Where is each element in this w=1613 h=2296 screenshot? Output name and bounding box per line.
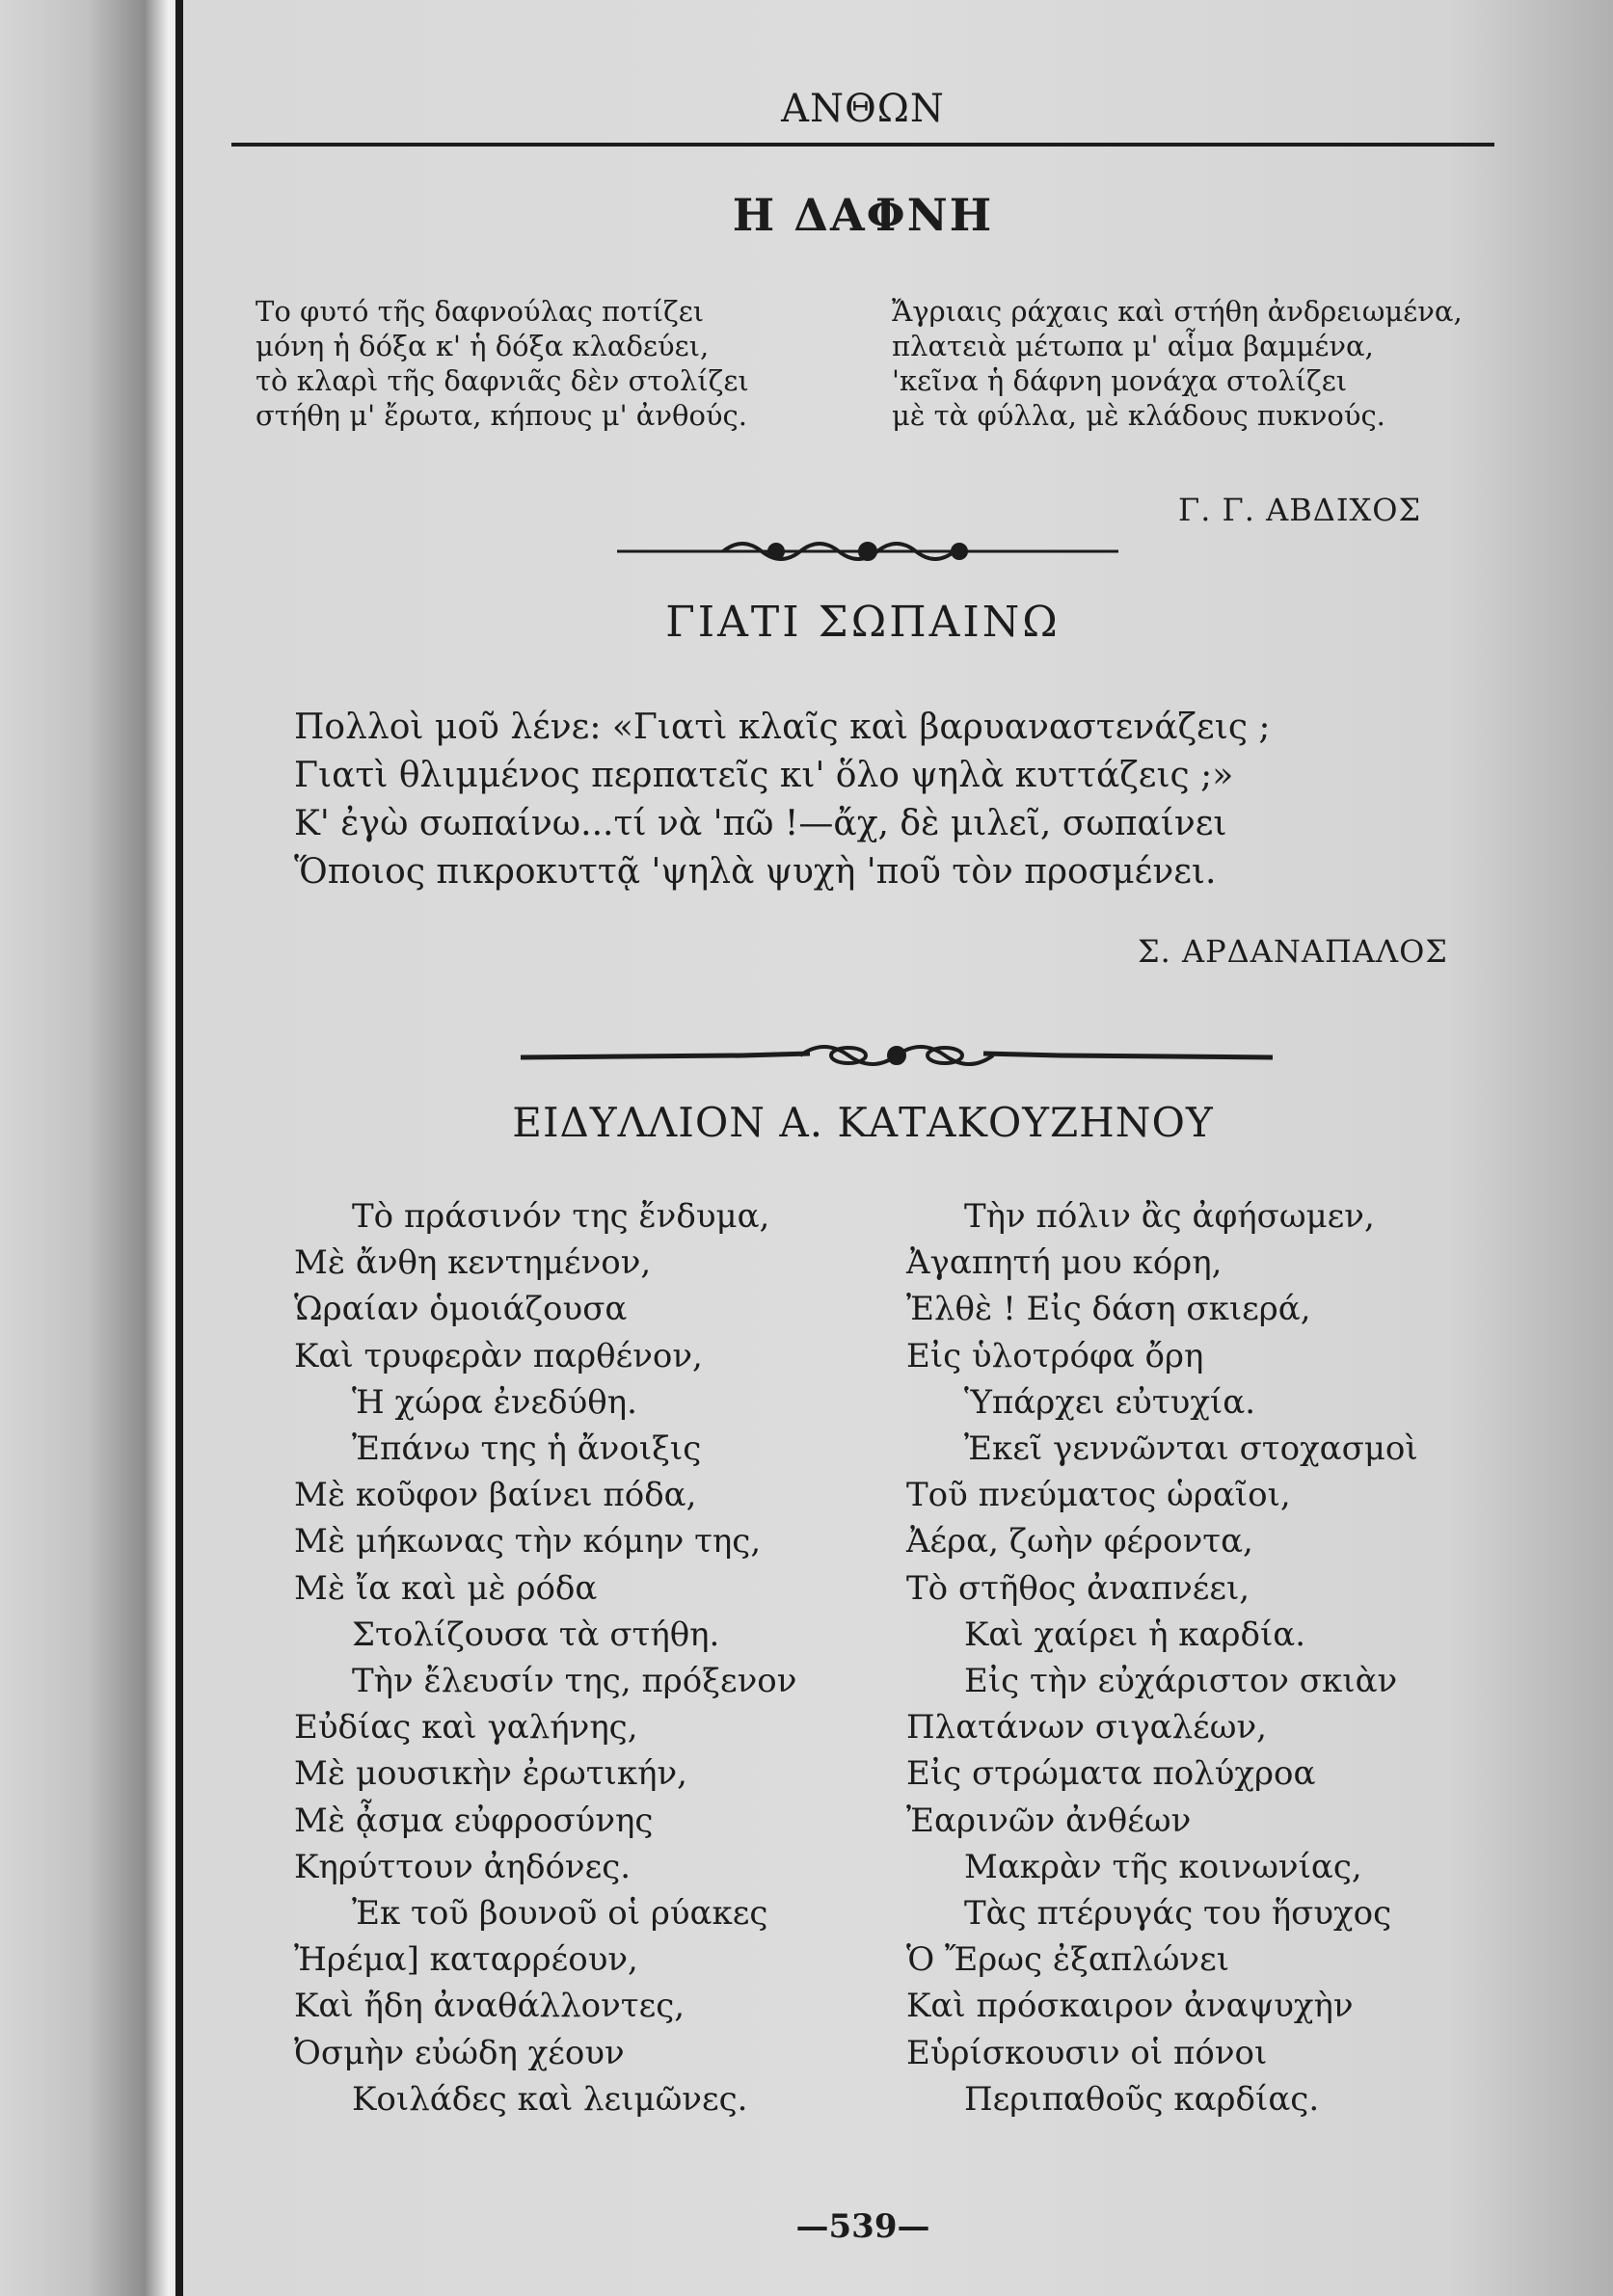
verse-line: Ὑπάρχει εὐτυχία. bbox=[964, 1382, 1256, 1422]
page-edge bbox=[175, 0, 183, 2296]
verse-line: Μὲ ἄνθη κεντημένον, bbox=[294, 1243, 652, 1283]
verse-line: πλατειὰ μέτωπα μ' αἷμα βαμμένα, bbox=[892, 330, 1374, 362]
verse-line: Ὅποιος πικροκυττᾷ 'ψηλὰ ψυχὴ 'ποῦ τὸν προσμένει. bbox=[294, 852, 1217, 892]
poem3-title: ΕΙΔΥΛΛΙΟΝ Α. ΚΑΤΑΚΟΥΖΗΝΟΥ bbox=[512, 1099, 1214, 1146]
verse-line: Εἰς ὑλοτρόφα ὄρη bbox=[906, 1336, 1204, 1375]
verse-line: μὲ τὰ φύλλα, μὲ κλάδους πυκνούς. bbox=[892, 399, 1385, 432]
verse-line: Μὲ ᾆσμα εὐφροσύνης bbox=[294, 1801, 654, 1840]
verse-line: 'κεῖνα ἡ δάφνη μονάχα στολίζει bbox=[892, 364, 1348, 397]
verse-line: Καὶ ἤδη ἀναθάλλοντες, bbox=[294, 1987, 686, 2026]
verse-line: Ἀέρα, ζωὴν φέροντα, bbox=[906, 1522, 1253, 1562]
verse-line: Κηρύττουν ἀηδόνες. bbox=[294, 1847, 632, 1886]
verse-line: Εὐδίας καὶ γαλήνης, bbox=[294, 1708, 638, 1748]
verse-line: Στολίζουσα τὰ στήθη. bbox=[352, 1615, 720, 1654]
verse-line: Τὰς πτέρυγάς του ἥσυχος bbox=[964, 1894, 1392, 1934]
running-header: ΑΝΘΩΝ bbox=[781, 87, 945, 131]
verse-line: Τὸ πράσινόν της ἔνδυμα, bbox=[352, 1197, 770, 1236]
verse-line: Περιπαθοῦς καρδίας. bbox=[964, 2079, 1320, 2119]
verse-line: Τὴν πόλιν ἂς ἀφήσωμεν, bbox=[964, 1197, 1375, 1236]
poem3-right-column bbox=[906, 1193, 1514, 2122]
verse-line: Ἀγαπητή μου κόρη, bbox=[906, 1243, 1223, 1283]
poem1-title: Η ΔΑΦΝΗ bbox=[732, 189, 994, 241]
verse-line: Γιατὶ θλιμμένος περπατεῖς κι' ὅλο ψηλὰ κυττάζεις ;» bbox=[294, 756, 1234, 795]
page-number: —539— bbox=[795, 2207, 930, 2246]
poem2-title: ΓΙΑΤΙ ΣΩΠΑΙΝΩ bbox=[665, 598, 1061, 647]
verse-line: Ἐκ τοῦ βουνοῦ οἱ ρύακες bbox=[352, 1894, 768, 1934]
verse-line: Ἠρέμα] καταρρέουν, bbox=[294, 1940, 638, 1980]
verse-line: Ἄγριαις ράχαις καὶ στήθη ἀνδρειωμένα, bbox=[892, 295, 1463, 328]
verse-line: Ἐπάνω της ἡ ἄνοιξις bbox=[352, 1429, 702, 1469]
header-rule bbox=[231, 143, 1494, 147]
verse-line: Μὲ μήκωνας τὴν κόμην της, bbox=[294, 1522, 762, 1562]
verse-line: Καὶ πρόσκαιρον ἀναψυχὴν bbox=[906, 1987, 1354, 2026]
verse-line: τὸ κλαρὶ τῆς δαφνιᾶς δὲν στολίζει bbox=[255, 364, 749, 397]
verse-line: Ἐκεῖ γεννῶνται στοχασμοὶ bbox=[964, 1429, 1418, 1469]
verse-line: Ἐαρινῶν ἀνθέων bbox=[906, 1801, 1192, 1840]
verse-line: Μὲ μουσικὴν ἐρωτικήν, bbox=[294, 1754, 687, 1794]
ornament-divider-1 bbox=[617, 535, 1118, 568]
verse-line: Τοῦ πνεύματος ὡραῖοι, bbox=[906, 1476, 1291, 1515]
verse-line: Εἰς στρώματα πολύχροα bbox=[906, 1754, 1316, 1794]
verse-line: Κ' ἐγὼ σωπαίνω...τί νὰ 'πῶ !—ἄχ, δὲ μιλεῖ, σωπαίνει bbox=[294, 804, 1227, 843]
verse-line: Ὡραίαν ὁμοιάζουσα bbox=[294, 1290, 628, 1329]
verse-line: Πολλοὶ μοῦ λένε: «Γιατὶ κλαῖς καὶ βαρυαναστενάζεις ; bbox=[294, 707, 1271, 747]
verse-line: Καὶ χαίρει ἡ καρδία. bbox=[964, 1615, 1306, 1654]
verse-line: Ἡ χώρα ἐνεδύθη. bbox=[352, 1382, 637, 1422]
poem3-left-column bbox=[294, 1193, 892, 2122]
verse-line: Καὶ τρυφερὰν παρθένον, bbox=[294, 1336, 703, 1375]
ornament-divider-2 bbox=[521, 1036, 1273, 1075]
poem2-author: Σ. ΑΡΔΑΝΑΠΑΛΟΣ bbox=[1138, 933, 1448, 970]
verse-line: Ὁ Ἔρως ἐξαπλώνει bbox=[906, 1940, 1230, 1980]
poem1-right-stanza bbox=[892, 294, 1509, 433]
poem1-author: Γ. Γ. ΑΒΔΙΧΟΣ bbox=[1178, 492, 1422, 528]
verse-line: στήθη μ' ἔρωτα, κήπους μ' ἀνθούς. bbox=[255, 399, 747, 432]
verse-line: Κοιλάδες καὶ λειμῶνες. bbox=[352, 2079, 748, 2119]
verse-line: Τὴν ἔλευσίν της, πρόξενον bbox=[352, 1662, 797, 1701]
verse-line: Τὸ στῆθος ἀναπνέει, bbox=[906, 1568, 1250, 1608]
book-gutter bbox=[0, 0, 183, 2296]
verse-line: Ἐλθὲ ! Εἰς δάση σκιερά, bbox=[906, 1290, 1311, 1329]
verse-line: Εἰς τὴν εὐχάριστον σκιὰν bbox=[964, 1662, 1398, 1701]
verse-line: Μὲ κοῦφον βαίνει πόδα, bbox=[294, 1476, 697, 1515]
verse-line: Πλατάνων σιγαλέων, bbox=[906, 1708, 1267, 1748]
verse-line: μόνη ἡ δόξα κ' ἡ δόξα κλαδεύει, bbox=[255, 330, 710, 362]
poem1-left-stanza bbox=[255, 294, 844, 433]
verse-line: Εὑρίσκουσιν οἱ πόνοι bbox=[906, 2033, 1268, 2072]
verse-line: Μὲ ἴα καὶ μὲ ρόδα bbox=[294, 1568, 598, 1608]
verse-line: Το φυτό τῆς δαφνούλας ποτίζει bbox=[255, 295, 705, 328]
poem2-stanza bbox=[294, 704, 1490, 896]
verse-line: Μακρὰν τῆς κοινωνίας, bbox=[964, 1847, 1362, 1886]
verse-line: Ὀσμὴν εὐώδη χέουν bbox=[294, 2033, 625, 2072]
